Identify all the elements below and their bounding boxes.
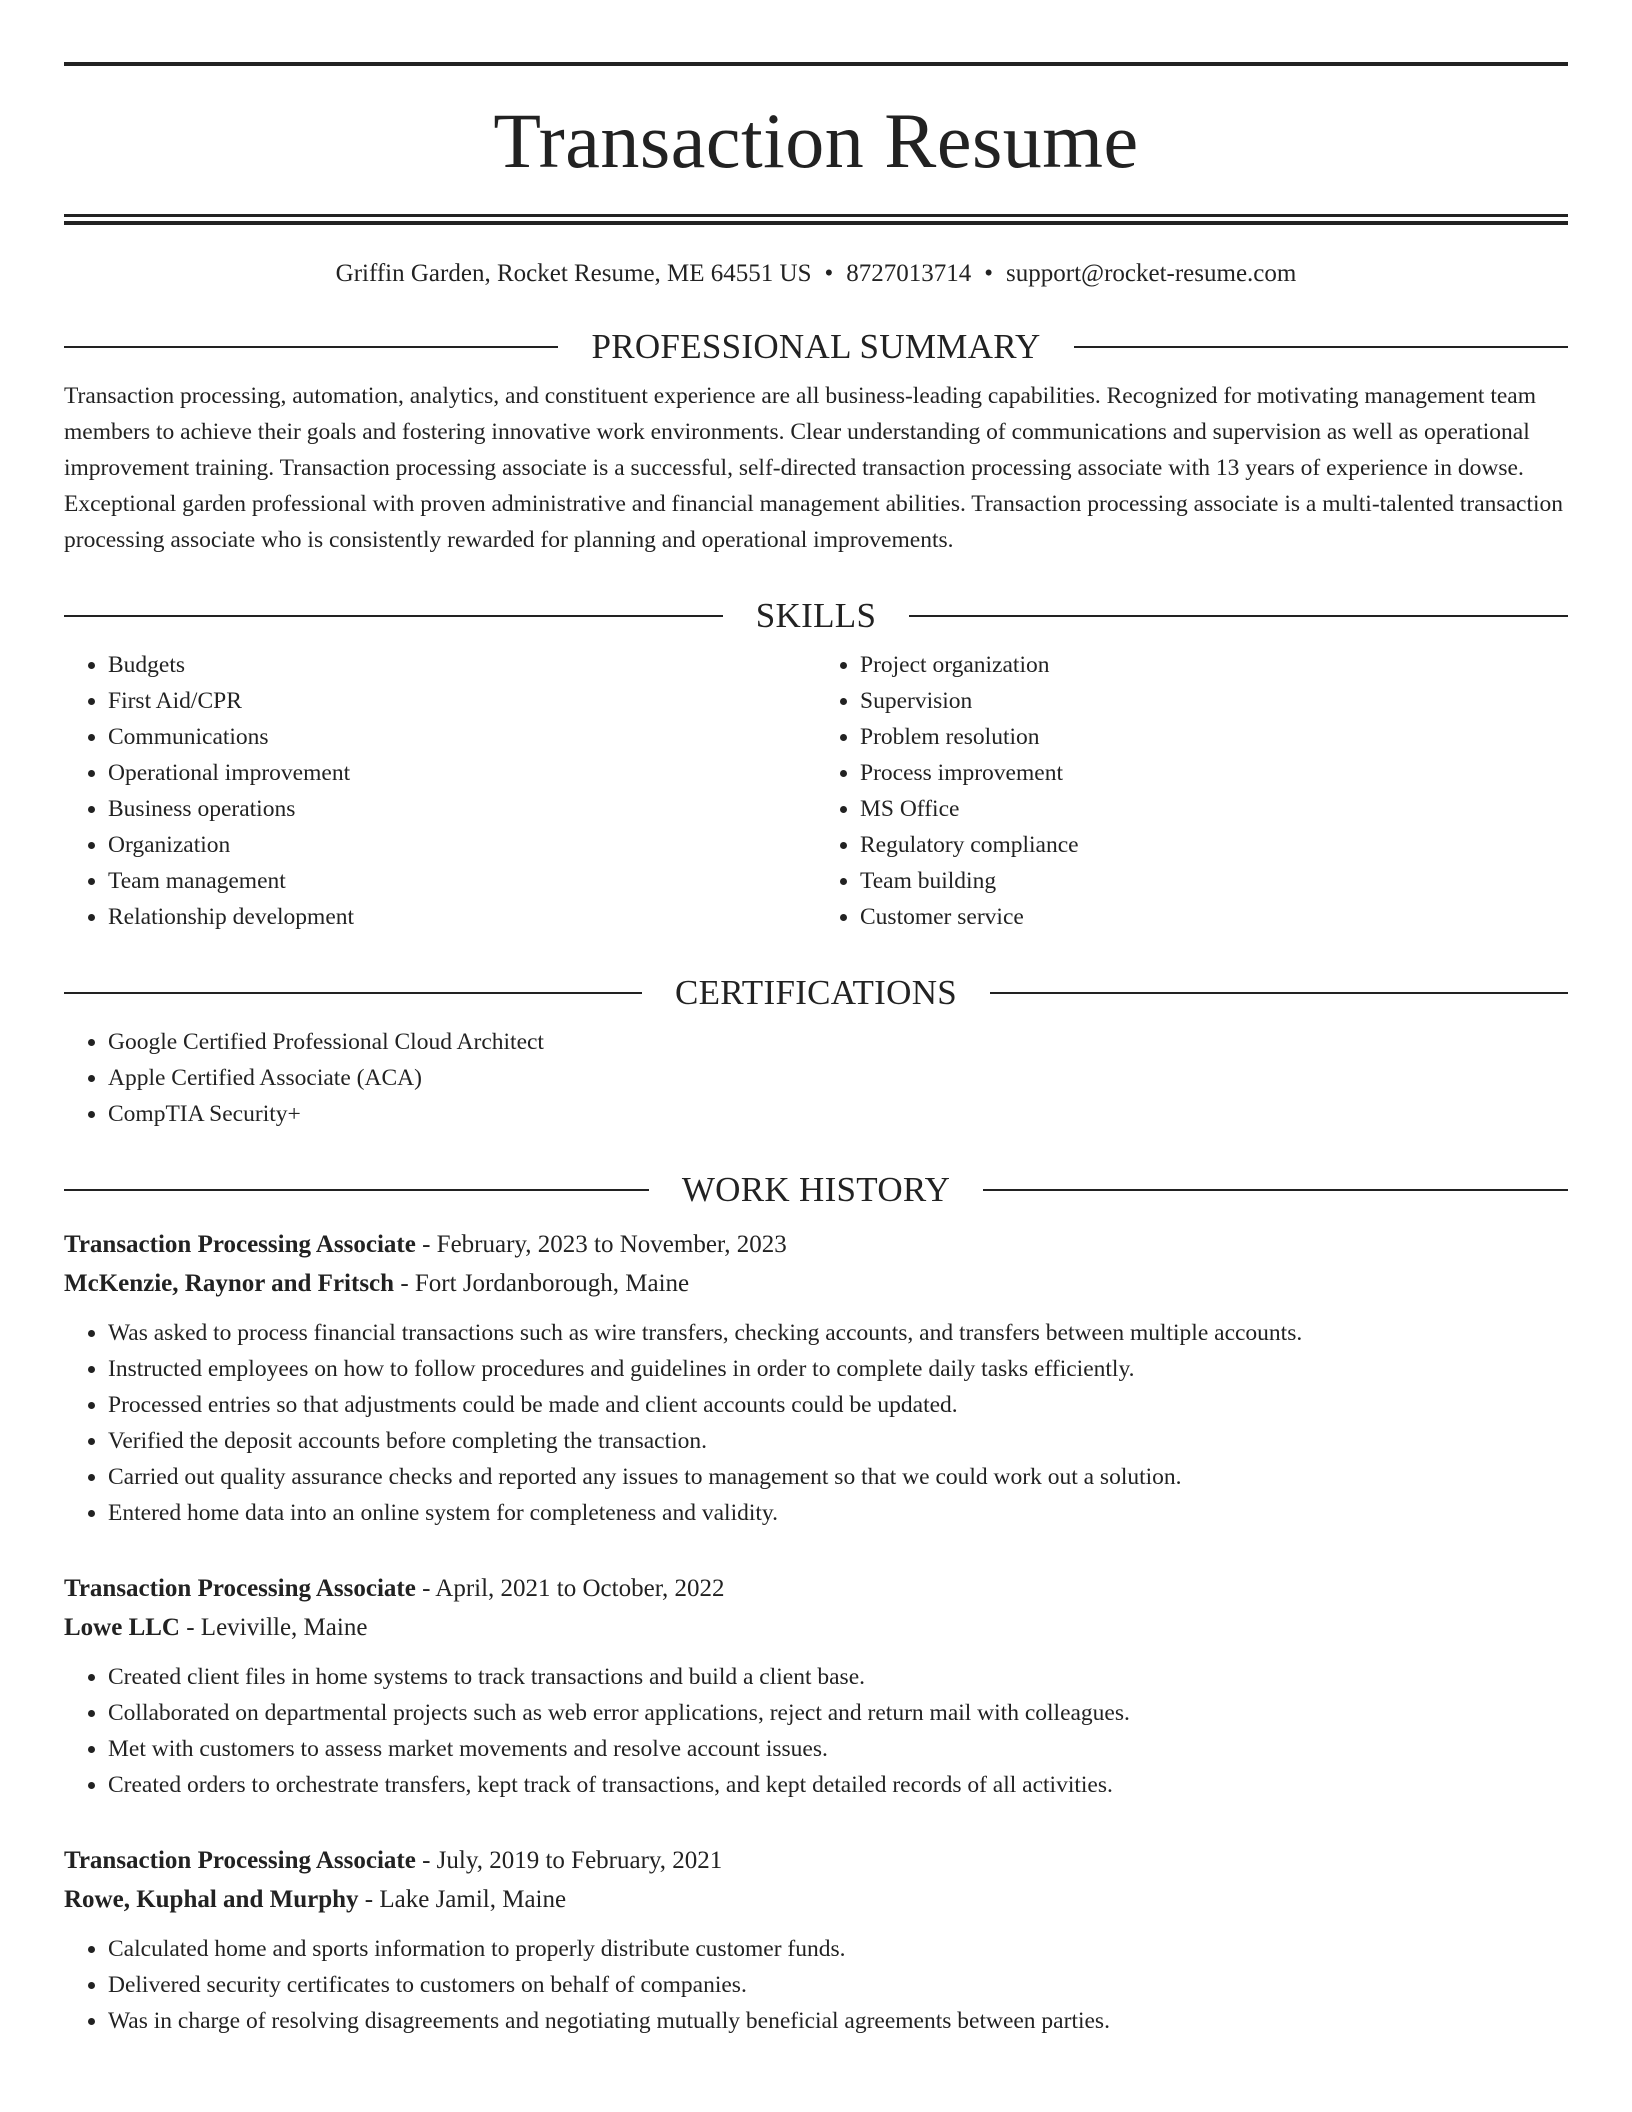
skill-item: • Project organization (860, 647, 1568, 683)
job-title: Transaction Processing Associate (64, 1847, 416, 1874)
skill-item: • Supervision (860, 683, 1568, 719)
job-bullets (64, 1315, 1568, 1531)
skill-item: • Process improvement (860, 755, 1568, 791)
job-bullet: • Collaborated on departmental projects such as web error applications, reject and return mail with colleagues. (108, 1695, 1568, 1731)
certifications-list (64, 1024, 1568, 1132)
certification-item: • Apple Certified Associate (ACA) (108, 1060, 1568, 1096)
skills-heading (64, 598, 1568, 633)
job-bullet: • Delivered security certificates to customers on behalf of companies. (108, 1967, 1568, 2003)
job-company: Rowe, Kuphal and Murphy (64, 1886, 359, 1913)
contact-separator: • (984, 260, 994, 287)
job-location: - Leviville, Maine (179, 1614, 368, 1641)
contact-phone: 8727013714 (846, 260, 972, 287)
job-bullets (64, 1931, 1568, 2039)
job-company: McKenzie, Raynor and Fritsch (64, 1270, 395, 1297)
job-entry (64, 1569, 1568, 1803)
skill-item: • Communications (108, 719, 816, 755)
work-history-heading-title: WORK HISTORY (681, 1170, 951, 1209)
job-bullet: • Created orders to orchestrate transfers, kept track of transactions, and kept detailed records of all activities. (108, 1767, 1568, 1803)
skill-item: • Operational improvement (108, 755, 816, 791)
heading-rule-right (909, 615, 1568, 617)
job-title-line (64, 1841, 1568, 1880)
job-bullet: • Calculated home and sports information to properly distribute customer funds. (108, 1931, 1568, 1967)
work-history-heading (64, 1172, 1568, 1207)
job-title-line (64, 1569, 1568, 1608)
job-bullet: • Met with customers to assess market movements and resolve account issues. (108, 1731, 1568, 1767)
skill-item: • Problem resolution (860, 719, 1568, 755)
job-location: - Lake Jamil, Maine (358, 1886, 567, 1913)
job-bullet: • Created client files in home systems to track transactions and build a client base. (108, 1659, 1568, 1695)
heading-rule-left (64, 992, 642, 994)
skill-item: • Budgets (108, 647, 816, 683)
job-title-line (64, 1225, 1568, 1264)
job-dates: - February, 2023 to November, 2023 (415, 1231, 787, 1258)
skill-item: • First Aid/CPR (108, 683, 816, 719)
certifications-heading-title: CERTIFICATIONS (674, 973, 958, 1012)
job-bullet: • Was asked to process financial transactions such as wire transfers, checking accounts, and transfers between multiple accounts. (108, 1315, 1568, 1351)
job-entry (64, 1225, 1568, 1531)
job-company-line (64, 1880, 1568, 1919)
job-title: Transaction Processing Associate (64, 1575, 416, 1602)
job-bullet: • Was in charge of resolving disagreements and negotiating mutually beneficial agreements between parties. (108, 2003, 1568, 2039)
skills-list-left (64, 647, 816, 935)
job-dates: - July, 2019 to February, 2021 (415, 1847, 723, 1874)
heading-rule-right (1074, 346, 1568, 348)
contact-email: support@rocket-resume.com (1006, 260, 1297, 287)
skill-item: • Team management (108, 863, 816, 899)
certifications-heading (64, 975, 1568, 1010)
job-entry (64, 1841, 1568, 2039)
heading-rule-right (990, 992, 1568, 994)
skill-item: • Customer service (860, 899, 1568, 935)
contact-separator: • (824, 260, 834, 287)
skill-item: • Organization (108, 827, 816, 863)
certification-item: • CompTIA Security+ (108, 1096, 1568, 1132)
certification-item: • Google Certified Professional Cloud Architect (108, 1024, 1568, 1060)
job-bullets (64, 1659, 1568, 1803)
contact-address: Griffin Garden, Rocket Resume, ME 64551 US (335, 260, 812, 287)
summary-heading-title: PROFESSIONAL SUMMARY (591, 327, 1041, 366)
resume-title: Transaction Resume (493, 97, 1139, 184)
title-double-rule (64, 214, 1568, 225)
top-rule (64, 62, 1568, 66)
job-bullet: • Carried out quality assurance checks and reported any issues to management so that we could work out a solution. (108, 1459, 1568, 1495)
heading-rule-right (983, 1189, 1568, 1191)
job-company-line (64, 1264, 1568, 1303)
skill-item: • Regulatory compliance (860, 827, 1568, 863)
job-company-line (64, 1608, 1568, 1647)
skill-item: • Relationship development (108, 899, 816, 935)
summary-heading (64, 329, 1568, 364)
job-bullet: • Processed entries so that adjustments could be made and client accounts could be updated. (108, 1387, 1568, 1423)
skills-heading-title: SKILLS (755, 596, 877, 635)
job-location: - Fort Jordanborough, Maine (394, 1270, 690, 1297)
heading-rule-left (64, 615, 723, 617)
contact-line (64, 259, 1568, 289)
job-bullet: • Verified the deposit accounts before completing the transaction. (108, 1423, 1568, 1459)
skill-item: • Business operations (108, 791, 816, 827)
job-bullet: • Instructed employees on how to follow procedures and guidelines in order to complete daily tasks efficiently. (108, 1351, 1568, 1387)
heading-rule-left (64, 346, 558, 348)
job-dates: - April, 2021 to October, 2022 (415, 1575, 725, 1602)
job-company: Lowe LLC (64, 1614, 180, 1641)
skills-columns (64, 647, 1568, 935)
skill-item: • Team building (860, 863, 1568, 899)
skills-list-right (816, 647, 1568, 935)
job-bullet: • Entered home data into an online system for completeness and validity. (108, 1495, 1568, 1531)
summary-text: Transaction processing, automation, analytics, and constituent experience are all business-leading capabilities. Recognized for motivating management team members to achieve their goals and fostering innovative work environments. Clear understanding of communications and supervision as well as operational improvement training. Transaction processing associate is a successful, self-directed transaction processing associate with 13 years of experience in dowse. Exceptional garden professional with proven administrative and financial management abilities. Transaction processing associate is a multi-talented transaction processing associate who is consistently rewarded for planning and operational improvements. (64, 383, 1563, 553)
skill-item: • MS Office (860, 791, 1568, 827)
heading-rule-left (64, 1189, 649, 1191)
job-title: Transaction Processing Associate (64, 1231, 416, 1258)
